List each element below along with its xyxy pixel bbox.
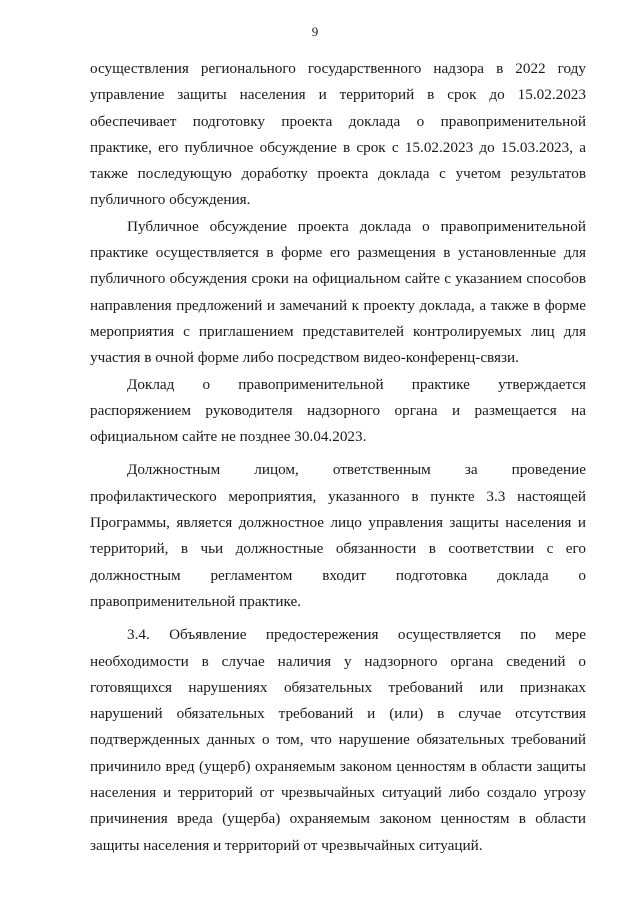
page-number: 9 (311, 24, 319, 39)
paragraph-continuation: осуществления регионального государственного надзора в 2022 году управление защиты населения и территорий в срок до 15.02.2023 обеспечивает подготовку проекта доклада о правоприменительной практике, его публичное обсуждение в срок с 15.02.2023 до 15.03.2023, а также последующую доработку проекта доклада с учетом результатов публичного обсуждения. (90, 60, 586, 209)
paragraph-report-approval: Доклад о правоприменительной практике утверждается распоряжением руководителя надзорного органа и размещается на официальном сайте не позднее 30.04.2023. (90, 375, 586, 446)
page-body (90, 56, 586, 859)
paragraph-public-discussion: Публичное обсуждение проекта доклада о правоприменительной практике осуществляется в форме его размещения в установленные для публичного обсуждения сроки на официальном сайте с указанием способов направления предложений и замечаний к проекту доклада, а также в форме мероприятия с приглашением представителей контролируемых лиц для участия в очной форме либо посредством видео-конференц-связи. (90, 217, 586, 367)
paragraph-warning-announcement: 3.4. Объявление предостережения осуществляется по мере необходимости в случае наличия у надзорного органа сведений о готовящихся нарушениях обязательных требований или признаках нарушений обязательных требований и (или) в случае отсутствия подтвержденных данных о том, что нарушение обязательных требований причинило вред (ущерб) охраняемым законом ценностям в области защиты населения и территорий от чрезвычайных ситуаций либо создало угрозу причинения вреда (ущерба) охраняемым законом ценностям в области защиты населения и территорий от чрезвычайных ситуаций. (90, 626, 586, 854)
paragraph-responsible-official: Должностным лицом, ответственным за проведение профилактического мероприятия, указанного в пункте 3.3 настоящей Программы, является должностное лицо управления защиты населения и территорий, в чьи должностные обязанности в соответствии с его должностным регламентом входит подготовка доклада о правоприменительной практике. (90, 461, 586, 610)
